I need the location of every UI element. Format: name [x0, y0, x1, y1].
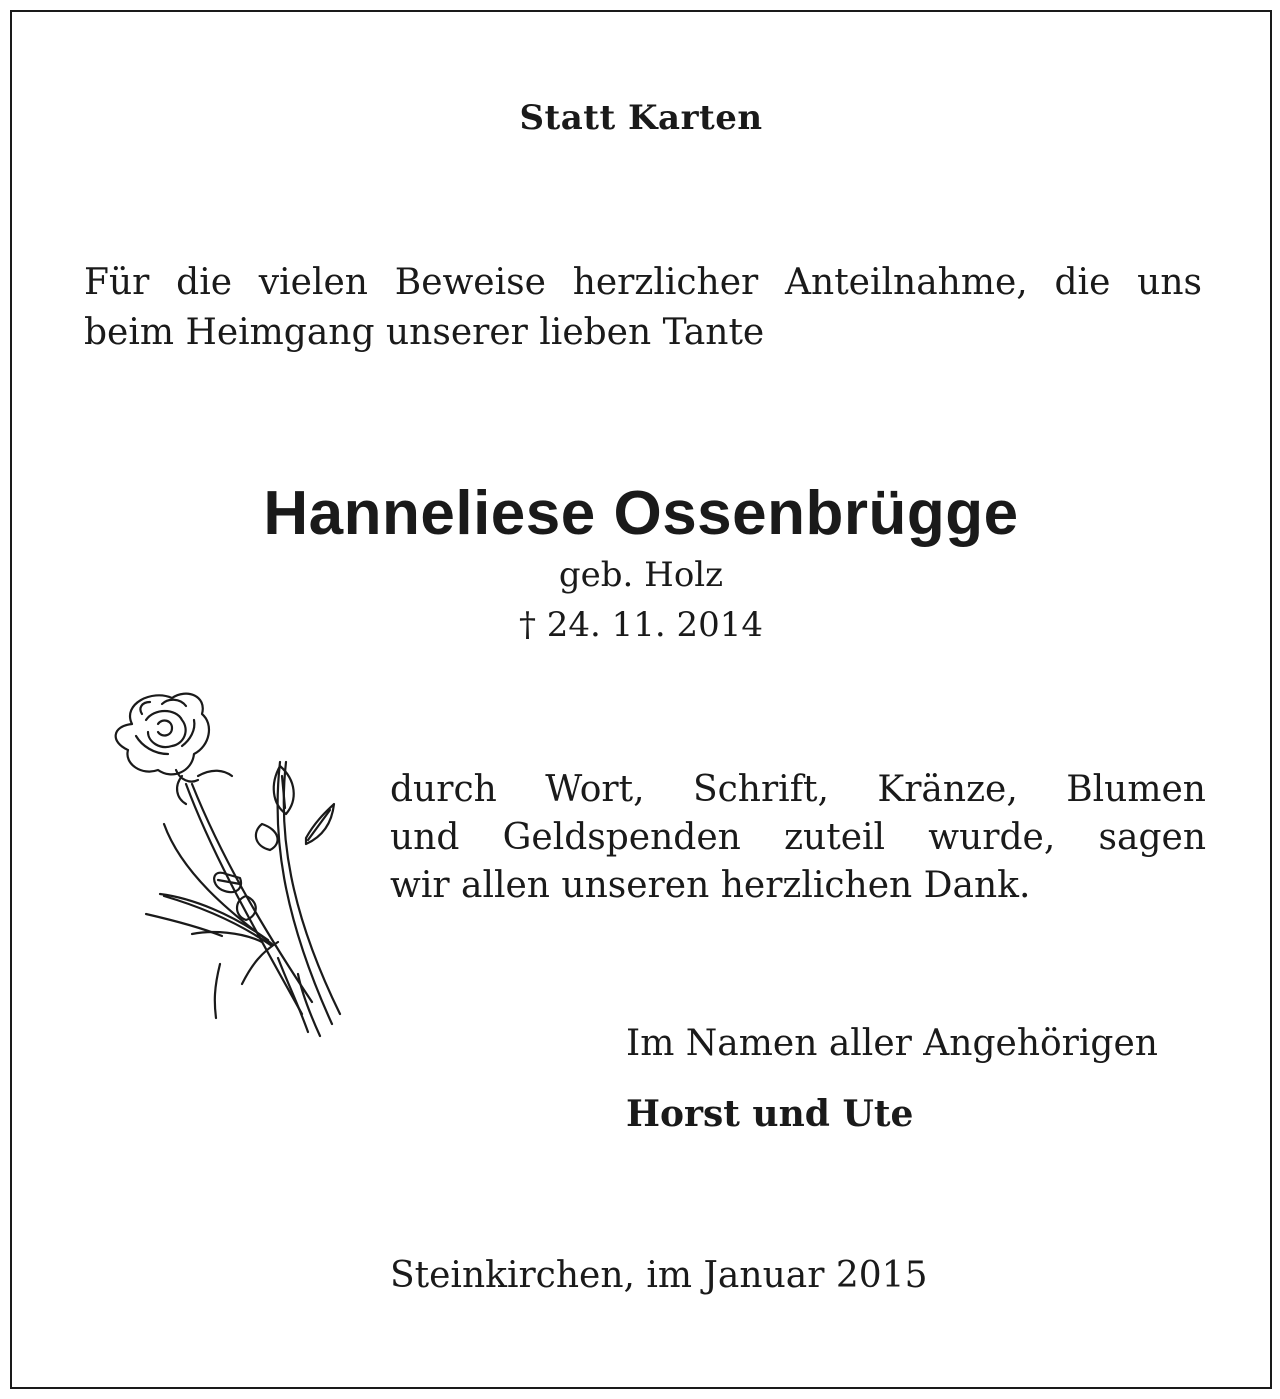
intro-text [84, 258, 1202, 358]
intro-line: Für die vielen Beweise herzlicher Anteilnahme, die uns [84, 262, 1202, 303]
rose-icon [102, 684, 352, 1044]
header-statt-karten: Statt Karten [519, 98, 763, 138]
deceased-name: Hanneliese Ossenbrügge [263, 479, 1019, 548]
place-and-date: Steinkirchen, im Januar 2015 [390, 1255, 928, 1296]
thanks-line: und Geldspenden zuteil wurde, sagen [390, 817, 1206, 858]
death-date: † 24. 11. 2014 [518, 605, 764, 645]
thanks-line: wir allen unseren herzlichen Dank. [390, 865, 1031, 906]
on-behalf-line: Im Namen aller Angehörigen [626, 1023, 1158, 1064]
signers: Horst und Ute [626, 1093, 914, 1135]
thanks-text [390, 766, 1206, 910]
maiden-name: geb. Holz [558, 555, 724, 595]
obituary-notice [10, 10, 1272, 1389]
intro-line: beim Heimgang unserer lieben Tante [84, 312, 765, 353]
thanks-line: durch Wort, Schrift, Kränze, Blumen [390, 769, 1206, 810]
